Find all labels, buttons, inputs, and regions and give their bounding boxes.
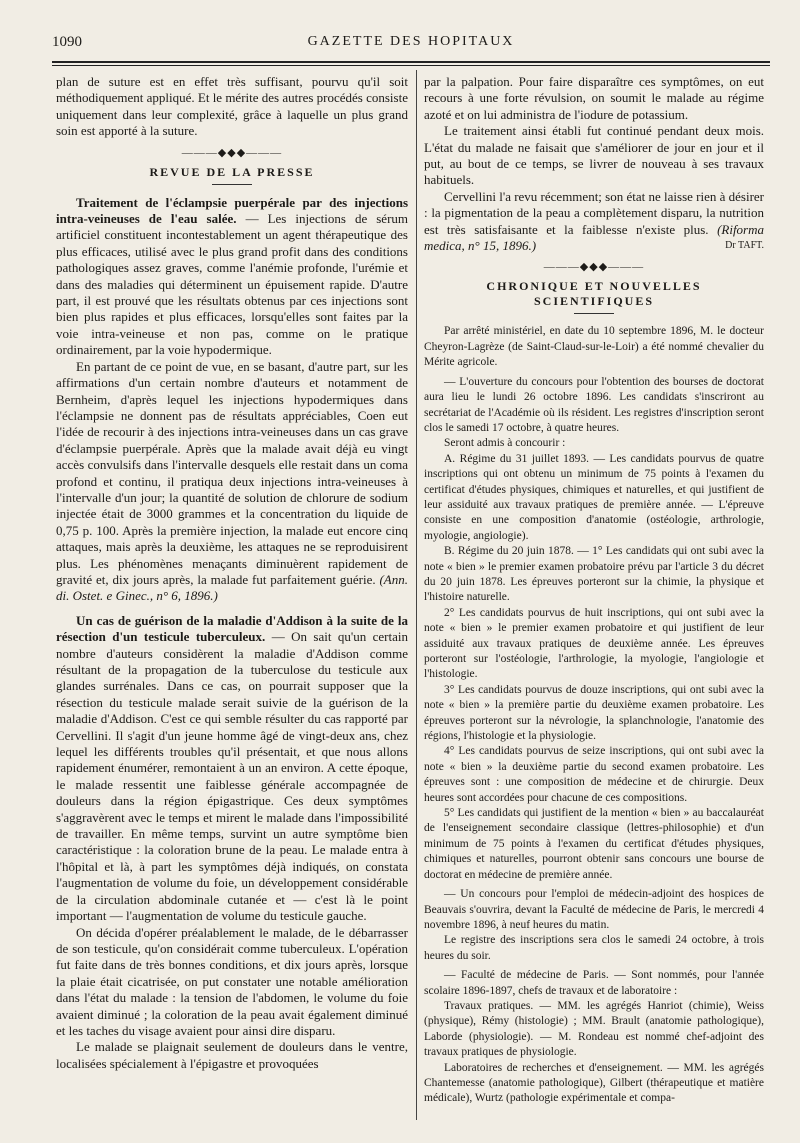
author-signature: Dr TAFT. <box>725 240 764 252</box>
header-rule-thin <box>52 65 770 66</box>
short-rule <box>212 184 252 185</box>
section-heading-revue: REVUE DE LA PRESSE <box>149 164 315 179</box>
article-addison-p3: Le malade se plaignait seulement de douleurs dans le ventre, localisées spécialement à l'épigastre et provoquées <box>56 1039 408 1071</box>
chronique-item-2: 2° Les candidats pourvus de huit inscriptions, qui ont subi avec la note « bien » le premier examen probatoire et qui justifient de leur assiduité aux travaux pratiques de deuxième année. Les épreuves porteront sur l'ostéologie, l'arthrologie, la myologie, l'angiologie et l'histologie. <box>424 606 764 681</box>
chronique-regime-b: B. Régime du 20 juin 1878. — 1° Les candidats qui ont subi avec la note « bien » le premier examen probatoire prévu par l'article 3 du décret du 20 juin 1878. Les épreuves porteront sur la chimie, la physique et l'histoire naturelle. <box>424 545 764 604</box>
article-addison-p2: On décida d'opérer préalablement le malade, de le débarrasser de son testicule, qu'on considérait comme tuberculeux. L'opération fut faite dans de très bonnes conditions, et dix jours après, lorsque la plaie était cicatrisée, on put constater une notable amélioration dans l'état du malade : la tension de l'abdomen, le volume du foie avaient diminué ; la coloration de la peau avait également diminué et les taches du visage avaient pour ainsi dire disparu. <box>56 924 408 1038</box>
column-divider <box>416 70 417 1120</box>
article-addison-cont-p3 <box>424 189 764 255</box>
article-title-eclampsie: Traitement de l'éclampsie puerpérale par des injections intra-veineuses de l'eau salée. <box>56 194 408 227</box>
header-rule <box>52 61 770 63</box>
article-reference: (Riforma medica, n° 15, 1896.) <box>424 221 765 254</box>
article-text: — Les injections de sérum artificiel constituent incontestablement un agent thérapeutique des plus efficaces, utilisé avec le plus grand profit dans des conditions pathologiques assez graves, comme l'anémie profonde, l'urémie et dans des maladies qui déterminent un épuisement rapide. D'autre part, il est prouvé que les résultats obtenus par ces injections sont bien plus rapides et plus efficaces, lorsqu'elles sont faites par la voie intra-veineuse et non pas, comme on le pratique ordinairement, par la voie hypodermique. <box>56 211 409 358</box>
ornament-divider: ———◆◆◆——— <box>543 261 645 274</box>
section-heading-chronique: CHRONIQUE ET NOUVELLES SCIENTIFIQUES <box>486 279 702 309</box>
right-column <box>424 74 764 1107</box>
left-column <box>56 74 408 1072</box>
chronique-travaux: Travaux pratiques. — MM. les agrégés Hanriot (chimie), Weiss (physique), Rémy (histologie) ; MM. Brault (anatomie pathologique), Laborde (physiologie). — M. Rondeau est nommé chef-adjoint des travaux pratiques de physiologie. <box>424 999 764 1059</box>
article-text: Cervellini l'a revu récemment; son état ne laisse rien à désirer : la pigmentation de la peau a complètement disparu, la nutrition est très satisfaisante et la faiblesse n'existe plus. <box>424 188 764 237</box>
chronique-laboratoires: Laboratoires de recherches et d'enseignement. — MM. les agrégés Chantemesse (anatomie pathologique), Gilbert (thérapeutique et matière médicale), Wurtz (pathologie expérimentale et compa- <box>424 1061 764 1105</box>
article-addison-cont-p1: par la palpation. Pour faire disparaître ces symptômes, on eut recours à une forte révulsion, on soumit le malade au régime azoté et on lui administra de l'iodure de potassium. <box>424 74 764 122</box>
chronique-registre: Le registre des inscriptions sera clos le samedi 24 octobre, à trois heures du soir. <box>424 934 764 962</box>
article-text: En partant de ce point de vue, en se basant, d'autre part, sur les affirmations d'un certain nombre d'auteurs et notamment de Bernheim, d'après lequel les injections hypodermiques dans l'éclampsie ne donnent pas de résultats appréciables, Coen eut l'idée de recourir à des injections intra-veineuses dans un cas grave d'éclampsie puerpérale. Après que la malade avait déjà eu vingt accès convulsifs dans l'intervalle desquels elle restait dans un coma profond et continu, il pratiqua deux injections intra-veineuses à l'intervalle d'un jour; la quantité de solution de chlorure de sodium injectée était de 3000 grammes et la concentration du liquide de 0,75 p. 100. Après la première injection, la malade eut encore cinq attaques, mais après la deuxième, les attaques ne se reproduisirent plus. Les phénomènes menaçants diminuèrent rapidement de gravité et, dix jours après, la malade fut parfaitement guérie. <box>56 358 408 587</box>
article-addison-cont-p2: Le traitement ainsi établi fut continué pendant deux mois. L'état du malade ne faisait que s'améliorer de jour en jour et il put, au bout de ce temps, se livrer de nouveau à ses travaux habituels. <box>424 123 764 188</box>
ornament-divider: ———◆◆◆——— <box>181 146 283 159</box>
chronique-p2: — L'ouverture du concours pour l'obtention des bourses de doctorat aura lieu le lundi 26 octobre 1896. Les candidats s'inscriront au secrétariat de l'Académie où ils résident. Les registres d'inscription seront clos le samedi 17 octobre, à quatre heures. <box>424 375 764 434</box>
chronique-regime-a: A. Régime du 31 juillet 1893. — Les candidats pourvus de quatre inscriptions qui ont obtenu un minimum de 75 points à l'examen du certificat d'études physiques, chimiques et naturelles, et qui justifient de leur assiduité aux travaux pratiques de première année. — L'épreuve consiste en une composition d'anatomie (ostéologie, arthrologie, myologie, angiologie). <box>424 452 764 542</box>
article-title-addison: Un cas de guérison de la maladie d'Addison à la suite de la résection d'un testicule tuberculeux. <box>56 612 408 645</box>
article-eclampsie-p2 <box>56 359 408 605</box>
page-number: 1090 <box>52 34 82 50</box>
intro-paragraph: plan de suture est en effet très suffisant, pourvu qu'il soit méthodiquement appliqué. Et le mérite des autres procédés consiste uniquement dans leur complexité, grâce à laquelle un plus grand soin est apporté à la suture. <box>56 74 408 139</box>
article-text: — On sait qu'un certain nombre d'auteurs considèrent la maladie d'Addison comme résultant de la propagation de la tuberculose du testicule aux glandes surrénales. Dans ce cas, on pourrait supposer que la résection du testicule malade serait suivie de la guérison de la maladie d'Addison. C'est ce qui semble résulter du cas rapporté par Cervellini. Il s'agit d'un jeune homme âgé de vingt-deux ans, chez lequel les différents troubles qu'il présentait, et que nous allons rapidement énumérer, remontaient à un an environ. A cette époque, le malade ressentit une faiblesse générale accompagnée de douleurs dans la région épigastrique. Ces deux symptômes s'aggravèrent avec le temps et mirent le malade dans l'impossibilité de travailler. En même temps, survint un autre symptôme bien caractéristique : la coloration brune de la peau. Le malade entra à l'hôpital et là, à part les symptômes déjà indiqués, on constata l'augmentation de volume du foie, un développement considérable de la circulation abdominale cutanée et — c'est là le point important — l'augmentation de volume du testicule gauche. <box>56 629 408 924</box>
chronique-item-4: 4° Les candidats pourvus de seize inscriptions, qui ont subi avec la note « bien » la deuxième partie du second examen probatoire. Les épreuves sont : une composition de médecine et de chirurgie. Deux heures sont accordées pour chacune de ces compositions. <box>424 745 764 804</box>
chronique-concours: — Un concours pour l'emploi de médecin-adjoint des hospices de Beauvais s'ouvrira, devant la Faculté de médecine de Paris, le mercredi 4 novembre 1896, à neuf heures du matin. <box>424 888 764 931</box>
article-eclampsie-p1 <box>56 195 408 359</box>
chronique-item-3: 3° Les candidats pourvus de douze inscriptions, qui ont subi avec la note « bien » la première partie du deuxième examen probatoire. Les épreuves porteront sur la névrologie, la splanchnologie, l'anatomie des régions, l'histologie et la physiologie. <box>424 683 764 743</box>
spacer <box>56 605 408 613</box>
chronique-p3: Seront admis à concourir : <box>444 437 566 450</box>
article-addison-p1 <box>56 613 408 925</box>
chronique-item-5: 5° Les candidats qui justifient de la mention « bien » au baccalauréat de l'enseignement secondaire classique (lettres-philosophie) et d'un minimum de 75 points à l'examen du certificat d'études physiques, chimiques et naturelles, pourront obtenir sans concours une bourse de doctorat en médecine de première année. <box>424 807 764 881</box>
short-rule <box>574 313 614 314</box>
article-reference: (Ann. di. Ostet. e Ginec., n° 6, 1896.) <box>56 571 408 604</box>
chronique-faculte: — Faculté de médecine de Paris. — Sont nommés, pour l'année scolaire 1896-1897, chefs de travaux et de laboratoire : <box>424 969 764 997</box>
page-header <box>52 30 770 60</box>
chronique-p1: Par arrêté ministériel, en date du 10 septembre 1896, M. le docteur Cheyron-Lagrèze (de Saint-Claud-sur-le-Loir) a été nommé chevalier du Mérite agricole. <box>424 325 764 369</box>
journal-title: GAZETTE DES HOPITAUX <box>307 34 515 49</box>
